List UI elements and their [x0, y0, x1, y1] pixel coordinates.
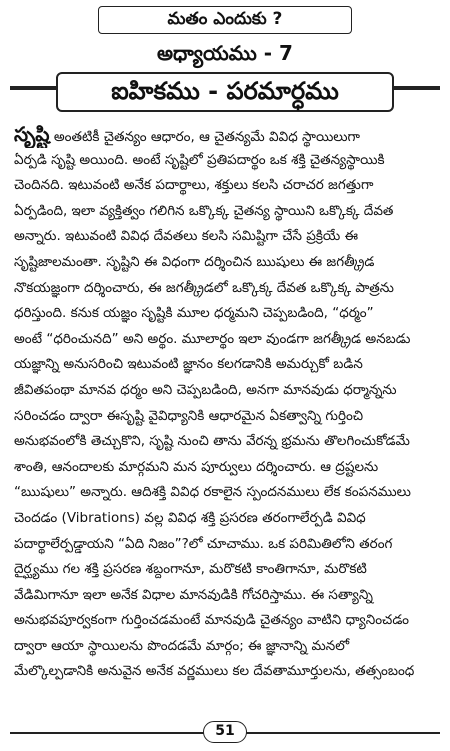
body-line: యజ్ఞాన్ని అనుసరించి ఇటువంటి జ్ఞానం కలగడానికి అమర్చుకో బడిన: [14, 356, 363, 373]
body-line: [14, 122, 436, 148]
first-word: సృష్టి: [14, 122, 50, 146]
body-line: ఏర్పడి సృష్టి అయింది. అంటే సృష్టిలో ప్రతిపదార్థం ఒక శక్తి చైతన్యస్థాయికి: [14, 151, 385, 168]
body-line: సృష్టిజాలమంతా. సృష్టిని ఈ విధంగా దర్శించిన ఋషులు ఈ జగత్క్రీడ: [14, 253, 375, 270]
body-line: జీవితపంథా మానవ ధర్మం అని చెప్పబడింది, అనగా మానవుడు ధర్మాన్నను: [14, 381, 397, 398]
body-line: ద్వారా ఆయా స్థాయిలను పొందడమే మార్గం; ఈ జ్ఞానాన్ని మనలో: [14, 637, 350, 654]
body-line: శాంతి, ఆనందాలకు మార్గమని మన పూర్వులు దర్శించారు. ఆ ద్రష్టలను: [14, 458, 379, 475]
body-line: పదార్థాలేర్పడ్డాయని “ఏది నిజం”?లో చూచాము. ఒక పరిమితిలోని తరంగ: [14, 535, 393, 552]
body-line: చెందడం (Vibrations) వల్ల వివిధ శక్తి ప్రసరణ తరంగాలేర్పడి వివిధ: [14, 509, 366, 526]
body-line: ఏర్పడింది, ఇలా వ్యక్తిత్వం గలిగిన ఒక్కొక్క చైతన్య స్థాయిని ఒక్కొక్క దేవత: [14, 202, 394, 219]
body-line: “ఋషులు” అన్నారు. ఆదిశక్తి వివిధ రకాలైన స్పందనములు లేక కంపనములు: [14, 484, 411, 501]
body-line: వేడిమిగానూ ఇలా అనేక విధాల మానవుడికి గోచరిస్తాము. ఈ సత్యాన్ని: [14, 586, 373, 603]
body-line: ధరిస్తుంది. కనుక యజ్ఞం సృష్టికి మూల ధర్మమని చెప్పబడింది, “ధర్మం”: [14, 305, 374, 322]
running-header: మతం ఎందుకు ?: [98, 6, 352, 34]
body-line: మేల్కొల్పడానికి అనువైన అనేక వర్ణములు కల దేవతామూర్తులను, తత్సంబంధ: [14, 663, 415, 680]
body-line: సరించడం ద్వారా ఈసృష్టి వైవిధ్యానికి ఆధారమైన ఏకత్వాన్ని గుర్తించి: [14, 407, 364, 424]
body-line: అన్నారు. ఇటువంటి వివిధ దేవతలు కలసి సమిష్టిగా చేసే ప్రక్రియే ఈ: [14, 228, 359, 245]
chapter-heading: అధ్యాయము - 7: [157, 41, 293, 65]
body-line: చెందినది. ఇటువంటి అనేక పదార్థాలు, శక్తులు కలసి చరాచర జగత్తుగా: [14, 177, 374, 194]
page-number: 51: [203, 721, 247, 743]
body-line: నొకయజ్ఞంగా దర్శించారు, ఈ జగత్క్రీడలో ఒక్కొక్క దేవత ఒక్కొక్క పాత్రను: [14, 279, 394, 296]
body-line: అంటే “ధరించునది” అని అర్థం. మూలార్థం ఇలా వుండగా జగత్క్రీడ అనబడు: [14, 330, 411, 347]
body-text: [14, 122, 436, 685]
body-line: అనుభవపూర్వకంగా గుర్తించడమంటే మానవుడి చైతన్యం వాటిని ధ్యానించడం: [14, 612, 409, 629]
body-line: దైర్ఘ్యము గల శక్తి ప్రసరణ శబ్దంగానూ, మరొకటి కాంతిగానూ, మరొకటి: [14, 561, 367, 578]
body-line: అనుభవంలోకి తెచ్చుకొని, సృష్టి నుంచి తాను వేరన్న భ్రమను తొలగించుకోడమే: [14, 433, 410, 450]
body-line-text: అంతటికీ చైతన్యం ఆధారం, ఆ చైతన్యమే వివిధ స్థాయిలుగా: [49, 129, 360, 145]
chapter-title: ఐహికము - పరమార్ధము: [56, 72, 394, 112]
